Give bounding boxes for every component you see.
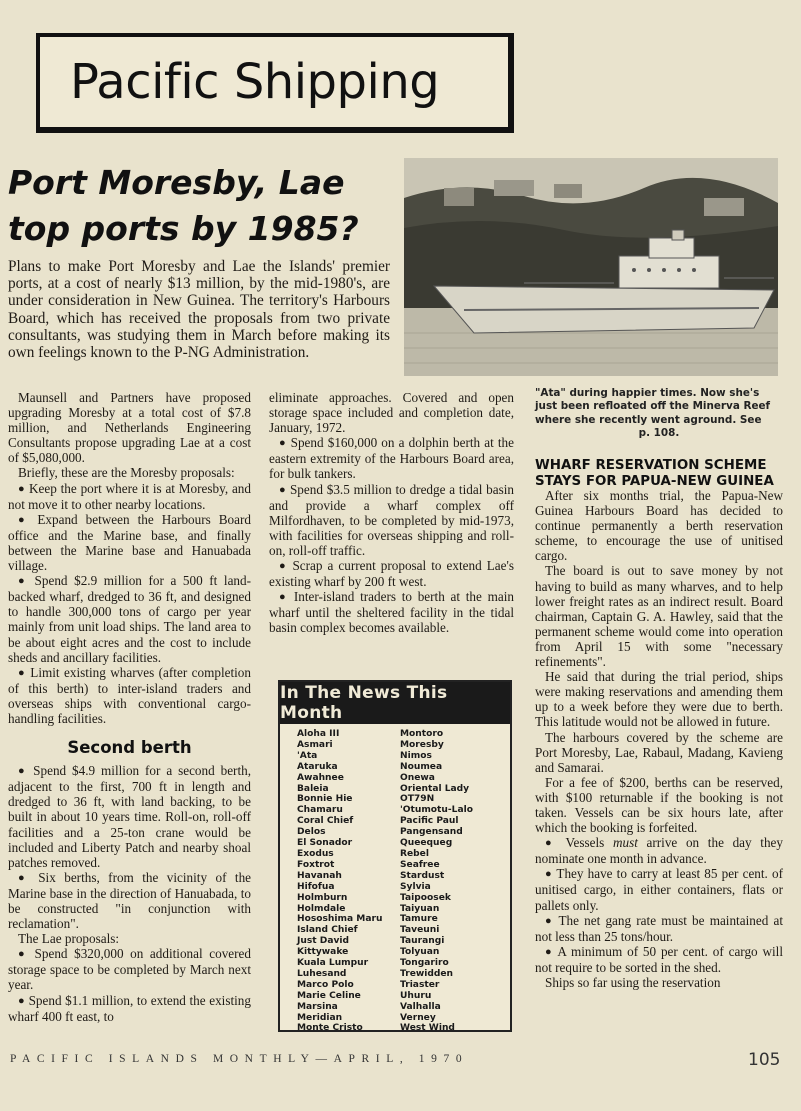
ship-name: Marco Polo <box>297 979 354 990</box>
ship-name: Exodus <box>297 848 334 859</box>
ship-name: Taiyuan <box>400 903 440 914</box>
ship-name: Aloha III <box>297 729 340 739</box>
ship-name: Monte Cristo <box>297 1023 363 1034</box>
news-list-left <box>297 729 400 1034</box>
ship-name: Holmburn <box>297 892 348 903</box>
subhead: Second berth <box>67 738 192 758</box>
ship-name: Baleia <box>297 783 329 794</box>
article-column-1 <box>8 390 251 1024</box>
ship-name: Valhalla <box>400 1001 441 1012</box>
ship-name: Hososhima Maru <box>297 914 383 925</box>
ship-name: Nimos <box>400 750 432 761</box>
bullet-icon: ● <box>279 560 288 573</box>
bullet-icon: ● <box>279 437 287 450</box>
ship-name: Pangensand <box>400 827 463 838</box>
ship-name: Hifofua <box>297 881 335 892</box>
bullet-icon: ● <box>279 483 287 496</box>
bullet-icon: ● <box>18 513 30 526</box>
ship-name: Triaster <box>400 979 440 990</box>
bullet-paragraph: ● Keep the port where it is at Moresby, and not move it to other nearby locations. <box>8 480 251 512</box>
bullet-icon: ● <box>545 914 554 927</box>
ship-name: Taurangi <box>400 936 445 947</box>
paragraph: Briefly, these are the Moresby proposals: <box>18 465 235 481</box>
photo-caption <box>535 387 783 441</box>
bullet-paragraph: ● Six berths, from the vicinity of the Marine base in the direction of Hanuabada, to be constructed "in conjunction with reclamation". <box>8 869 252 932</box>
bullet-paragraph: ● A minimum of 50 per cent. of cargo will not require to be sorted in the shed. <box>535 943 783 975</box>
paragraph: The board is out to save money by not having to build as many wharves, and to help lower freight rates as an indirect result. Board chairman, Captain G. A. Hawley, said that the permanent scheme would come into operation from April 15 with some "necessary refinements". <box>535 563 783 670</box>
paragraph: For a fee of $200, berths can be reserved, with $100 returnable if the booking is not taken. Vessels can be six hours late, after which the booking is forfeited. <box>535 774 783 836</box>
ship-name: Rebel <box>400 848 429 859</box>
bullet-icon: ● <box>18 948 28 961</box>
ship-name: Kittywake <box>297 947 349 958</box>
paragraph: He said that during the trial period, ships were making reservations and amending them up to a week before they were due to berth. This latitude would not be allowed in future. <box>535 669 783 730</box>
ship-name: Marsina <box>297 1001 338 1012</box>
ship-name: Seafree <box>400 859 440 870</box>
ship-name: Tongariro <box>400 958 449 969</box>
ship-name: Verney <box>400 1012 436 1023</box>
news-box-title: In The News This Month <box>280 682 510 724</box>
bullet-icon: ● <box>18 871 30 884</box>
paragraph: Maunsell and Partners have proposed upgrading Moresby at a total cost of $7.8 million, and Netherlands Engineering Consultants propose upgrading Lae at a cost of $5,080,000. <box>8 390 251 466</box>
ship-name: Havanah <box>297 870 342 881</box>
ship-name: Holmdale <box>297 903 346 914</box>
bullet-paragraph: ● Spend $160,000 on a dolphin berth at the eastern extremity of the Harbours Board area, for bulk tankers. <box>269 435 515 482</box>
article-column-2 <box>269 390 514 636</box>
bullet-icon: ● <box>18 575 28 588</box>
section-title: Pacific Shipping <box>70 54 440 110</box>
ship-name: Taipoosek <box>400 892 451 903</box>
paragraph: The Lae proposals: <box>18 931 120 947</box>
ship-name: Taveuni <box>400 925 440 936</box>
bullet-icon: ● <box>18 482 26 495</box>
page-number: 105 <box>748 1050 781 1070</box>
article-headline: Port Moresby, Lae top ports by 1985? <box>8 163 359 248</box>
ship-name: Tolyuan <box>400 947 440 958</box>
bullet-paragraph: ● Inter-island traders to berth at the main wharf until the sheltered facility in the tidal basin complex becomes available. <box>269 589 514 636</box>
ship-name: Tamure <box>400 914 438 925</box>
bullet-paragraph: ● Spend $320,000 on additional covered storage space to be completed by March next year. <box>8 946 251 993</box>
ship-name: Queequeg <box>400 838 453 849</box>
second-article-headline: WHARF RESERVATION SCHEME STAYS FOR PAPUA-NEW GUINEA <box>535 458 774 489</box>
paragraph: Ships so far using the reservation <box>545 975 721 990</box>
ship-photo <box>404 158 778 376</box>
bullet-paragraph: ● Spend $2.9 million for a 500 ft land-backed wharf, dredged to 36 ft, and designed to handle 300,000 tons of cargo per year mainly from unit load ships. The land area to be about eight acres and the cost to include sheds and ancillary facilities. <box>8 573 252 665</box>
article-lead: Plans to make Port Moresby and Lae the Islands' premier ports, at a cost of nearly $13 million, by the mid-1980's, are under consideration in New Guinea. The territory's Harbours Board, which has received the proposals from two private consultants, was studying them in March before making its own feelings known to the P-NG Administration. <box>8 258 390 362</box>
paragraph: The harbours covered by the scheme are Port Moresby, Lae, Rabaul, Madang, Kavieng and Samarai. <box>535 729 783 775</box>
ship-name: Montoro <box>400 729 444 739</box>
bullet-paragraph: ● Scrap a current proposal to extend Lae's existing wharf by 200 ft west. <box>269 558 514 590</box>
ship-name: Trewidden <box>400 968 454 979</box>
ship-name: Marie Celine <box>297 990 361 1001</box>
ship-name: Sylvia <box>400 881 431 892</box>
paragraph: After six months trial, the Papua-New Guinea Harbours Board has decided to continue permanently a berth reservation scheme, to encourage the use of unitised cargo. <box>535 488 783 564</box>
ship-name: 'Ata <box>297 750 318 761</box>
bullet-icon: ● <box>18 994 25 1007</box>
bullet-icon: ● <box>545 868 553 881</box>
ship-name: 'Otumotu-Lalo <box>400 805 473 816</box>
bullet-paragraph: ● Limit existing wharves (after completion of this berth) to inter-island traders and overseas ships with conventional cargo-handling facilities. <box>8 664 251 726</box>
ship-name: Stardust <box>400 870 445 881</box>
ship-name: El Sonador <box>297 838 353 849</box>
ship-name: Island Chief <box>297 925 358 936</box>
news-list-right <box>400 729 503 1034</box>
paragraph: eliminate approaches. Covered and open storage space included and completion date, January, 1972. <box>269 390 514 436</box>
bullet-paragraph: ● Spend $3.5 million to dredge a tidal basin and provide a wharf complex off Milfordhaven, to be completed by mid-1973, with facilities for overseas shipping and roll-on, roll-off traffic. <box>269 481 514 558</box>
ship-name: Coral Chief <box>297 816 354 827</box>
ship-name: Oriental Lady <box>400 783 470 794</box>
ship-name: Uhuru <box>400 990 432 1001</box>
bullet-paragraph: ● Vessels must arrive on the day they nominate one month in advance. <box>535 835 783 867</box>
ship-name: Just David <box>297 936 350 947</box>
ship-name: Pacific Paul <box>400 816 459 827</box>
in-the-news-box <box>278 680 512 1032</box>
ship-name: OT79N <box>400 794 435 805</box>
ship-name: Moresby <box>400 739 444 750</box>
ship-name: Delos <box>297 827 326 838</box>
caption-page-ref: p. 108. <box>638 427 680 440</box>
ship-name: Onewa <box>400 772 435 783</box>
bullet-icon: ● <box>18 765 28 778</box>
bullet-icon: ● <box>545 837 558 850</box>
ship-name: Chamaru <box>297 805 343 816</box>
magazine-footer: PACIFIC ISLANDS MONTHLY—APRIL, 1970 <box>10 1053 469 1065</box>
news-box-lists <box>280 724 510 1034</box>
ship-name: Awahnee <box>297 772 344 783</box>
bullet-icon: ● <box>279 591 289 604</box>
caption-text: "Ata" during happier times. Now she's just been refloated off the Minerva Reef where she recently went aground. See <box>535 387 771 426</box>
article-column-3 <box>535 488 783 990</box>
ship-name: Kuala Lumpur <box>297 958 369 969</box>
bullet-icon: ● <box>18 666 26 679</box>
ship-name: Asmari <box>297 739 333 750</box>
ship-name: Luhesand <box>297 968 347 979</box>
ship-name: West Wind <box>400 1023 455 1034</box>
ship-name: Foxtrot <box>297 859 335 870</box>
ship-name: Bonnie Hie <box>297 794 353 805</box>
section-masthead <box>36 33 514 133</box>
bullet-paragraph: ● Spend $1.1 million, to extend the existing wharf 400 ft east, to <box>8 992 251 1024</box>
bullet-paragraph: ● They have to carry at least 85 per cent. of unitised cargo, in either containers, flats or pallets only. <box>535 866 783 913</box>
ship-name: Noumea <box>400 761 443 772</box>
bullet-paragraph: ● The net gang rate must be maintained at not less than 25 tons/hour. <box>535 912 783 944</box>
ship-name: Meridian <box>297 1012 343 1023</box>
bullet-paragraph: ● Spend $4.9 million for a second berth, adjacent to the first, 700 ft in length and dredged to 36 ft, with land backing, to be built in about 10 years time. Roll-on, roll-off facilities and a 25-ton crane would be included and Liberty Patch and nearby shoal patches removed. <box>8 763 251 870</box>
bullet-icon: ● <box>545 945 554 958</box>
ship-name: Ataruka <box>297 761 338 772</box>
bullet-paragraph: ● Expand between the Harbours Board office and the Marine base, and finally between the Marine base and Hanuabada village. <box>8 511 251 574</box>
